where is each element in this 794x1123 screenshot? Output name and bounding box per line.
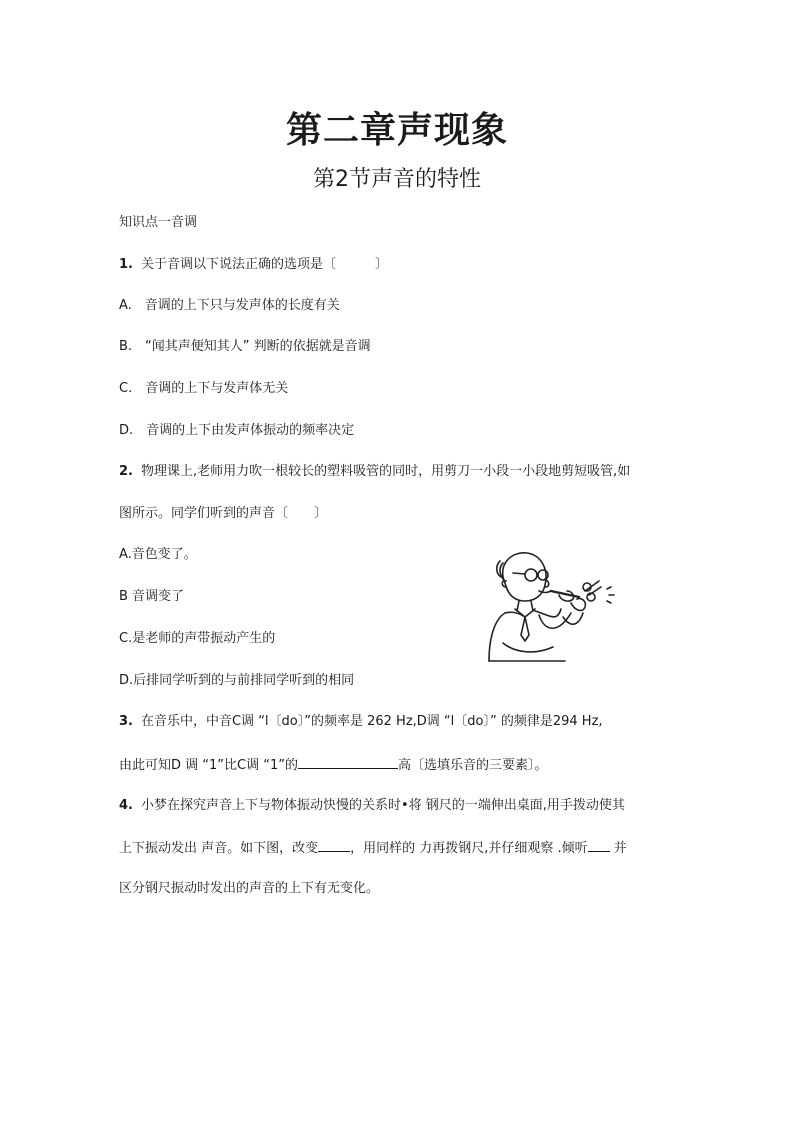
q2-option-c: C.是老师的声带振动产生的 [119, 631, 276, 646]
question-3-continued [119, 754, 547, 776]
question-stem: 关于音调以下说法正确的选项是〔 〕 [140, 257, 388, 272]
q1-option-b: B. “闻其声便知其人” 判断的依据就是音调 [119, 339, 371, 354]
question-text: ，用同样的 力再拨钢尺,并仔细观察 .倾听 [350, 841, 588, 856]
question-text: 高〔选填乐音的三要素〕。 [397, 758, 548, 773]
question-stem: 小梦在探究声音上下与物体振动快慢的关系时•将 钢尺的一端伸出桌面,用手拨动使其 [140, 798, 625, 813]
answer-blank[interactable] [588, 837, 610, 852]
question-stem: 在音乐中，中音C调 “l〔do〕”的频率是 262 Hz,D调 “l〔do〕” 的频律是294 Hz, [140, 714, 603, 729]
question-number: 4. [119, 798, 133, 813]
question-4-continued [119, 837, 627, 859]
q2-option-d: D.后排同学听到的与前排同学听到的相同 [119, 673, 355, 688]
knowledge-point-heading: 知识点一音调 [119, 215, 198, 230]
question-stem: 物理课上,老师用力吹一根较长的塑料吸管的同时，用剪刀一小段一小段地剪短吸管,如 [140, 464, 631, 479]
answer-blank[interactable] [298, 754, 398, 769]
q1-option-c: C. 音调的上下与发声体无关 [119, 381, 289, 396]
q1-option-a: A. 音调的上下只与发声体的长度有关 [119, 298, 340, 313]
q2-option-a: A.音色变了。 [119, 547, 197, 562]
question-text: 上下振动发出 声音。如下图，改变 [119, 841, 319, 856]
question-number: 1. [119, 257, 133, 272]
q2-option-b: B 音调变了 [119, 589, 185, 604]
question-1 [119, 255, 388, 275]
question-4 [119, 796, 625, 816]
section-title: 第2节声音的特性 [313, 167, 481, 192]
question-number: 2. [119, 464, 133, 479]
answer-blank[interactable] [318, 837, 350, 852]
question-3 [119, 712, 603, 732]
chapter-title: 第二章声现象 [285, 110, 508, 151]
question-2-continued: 图所示。同学们听到的声音〔 〕 [119, 506, 328, 521]
q1-option-d: D. 音调的上下由发声体振动的频率决定 [119, 423, 355, 438]
question-4-end: 区分钢尺振动时发出的声音的上下有无变化。 [119, 881, 380, 896]
question-number: 3. [119, 714, 133, 729]
question-text: 由此可知D 调 “1”比C调 “1”的 [119, 758, 298, 773]
question-text: 并 [609, 841, 627, 856]
teacher-straw-scissors-illustration [475, 543, 635, 673]
question-2 [119, 462, 630, 482]
